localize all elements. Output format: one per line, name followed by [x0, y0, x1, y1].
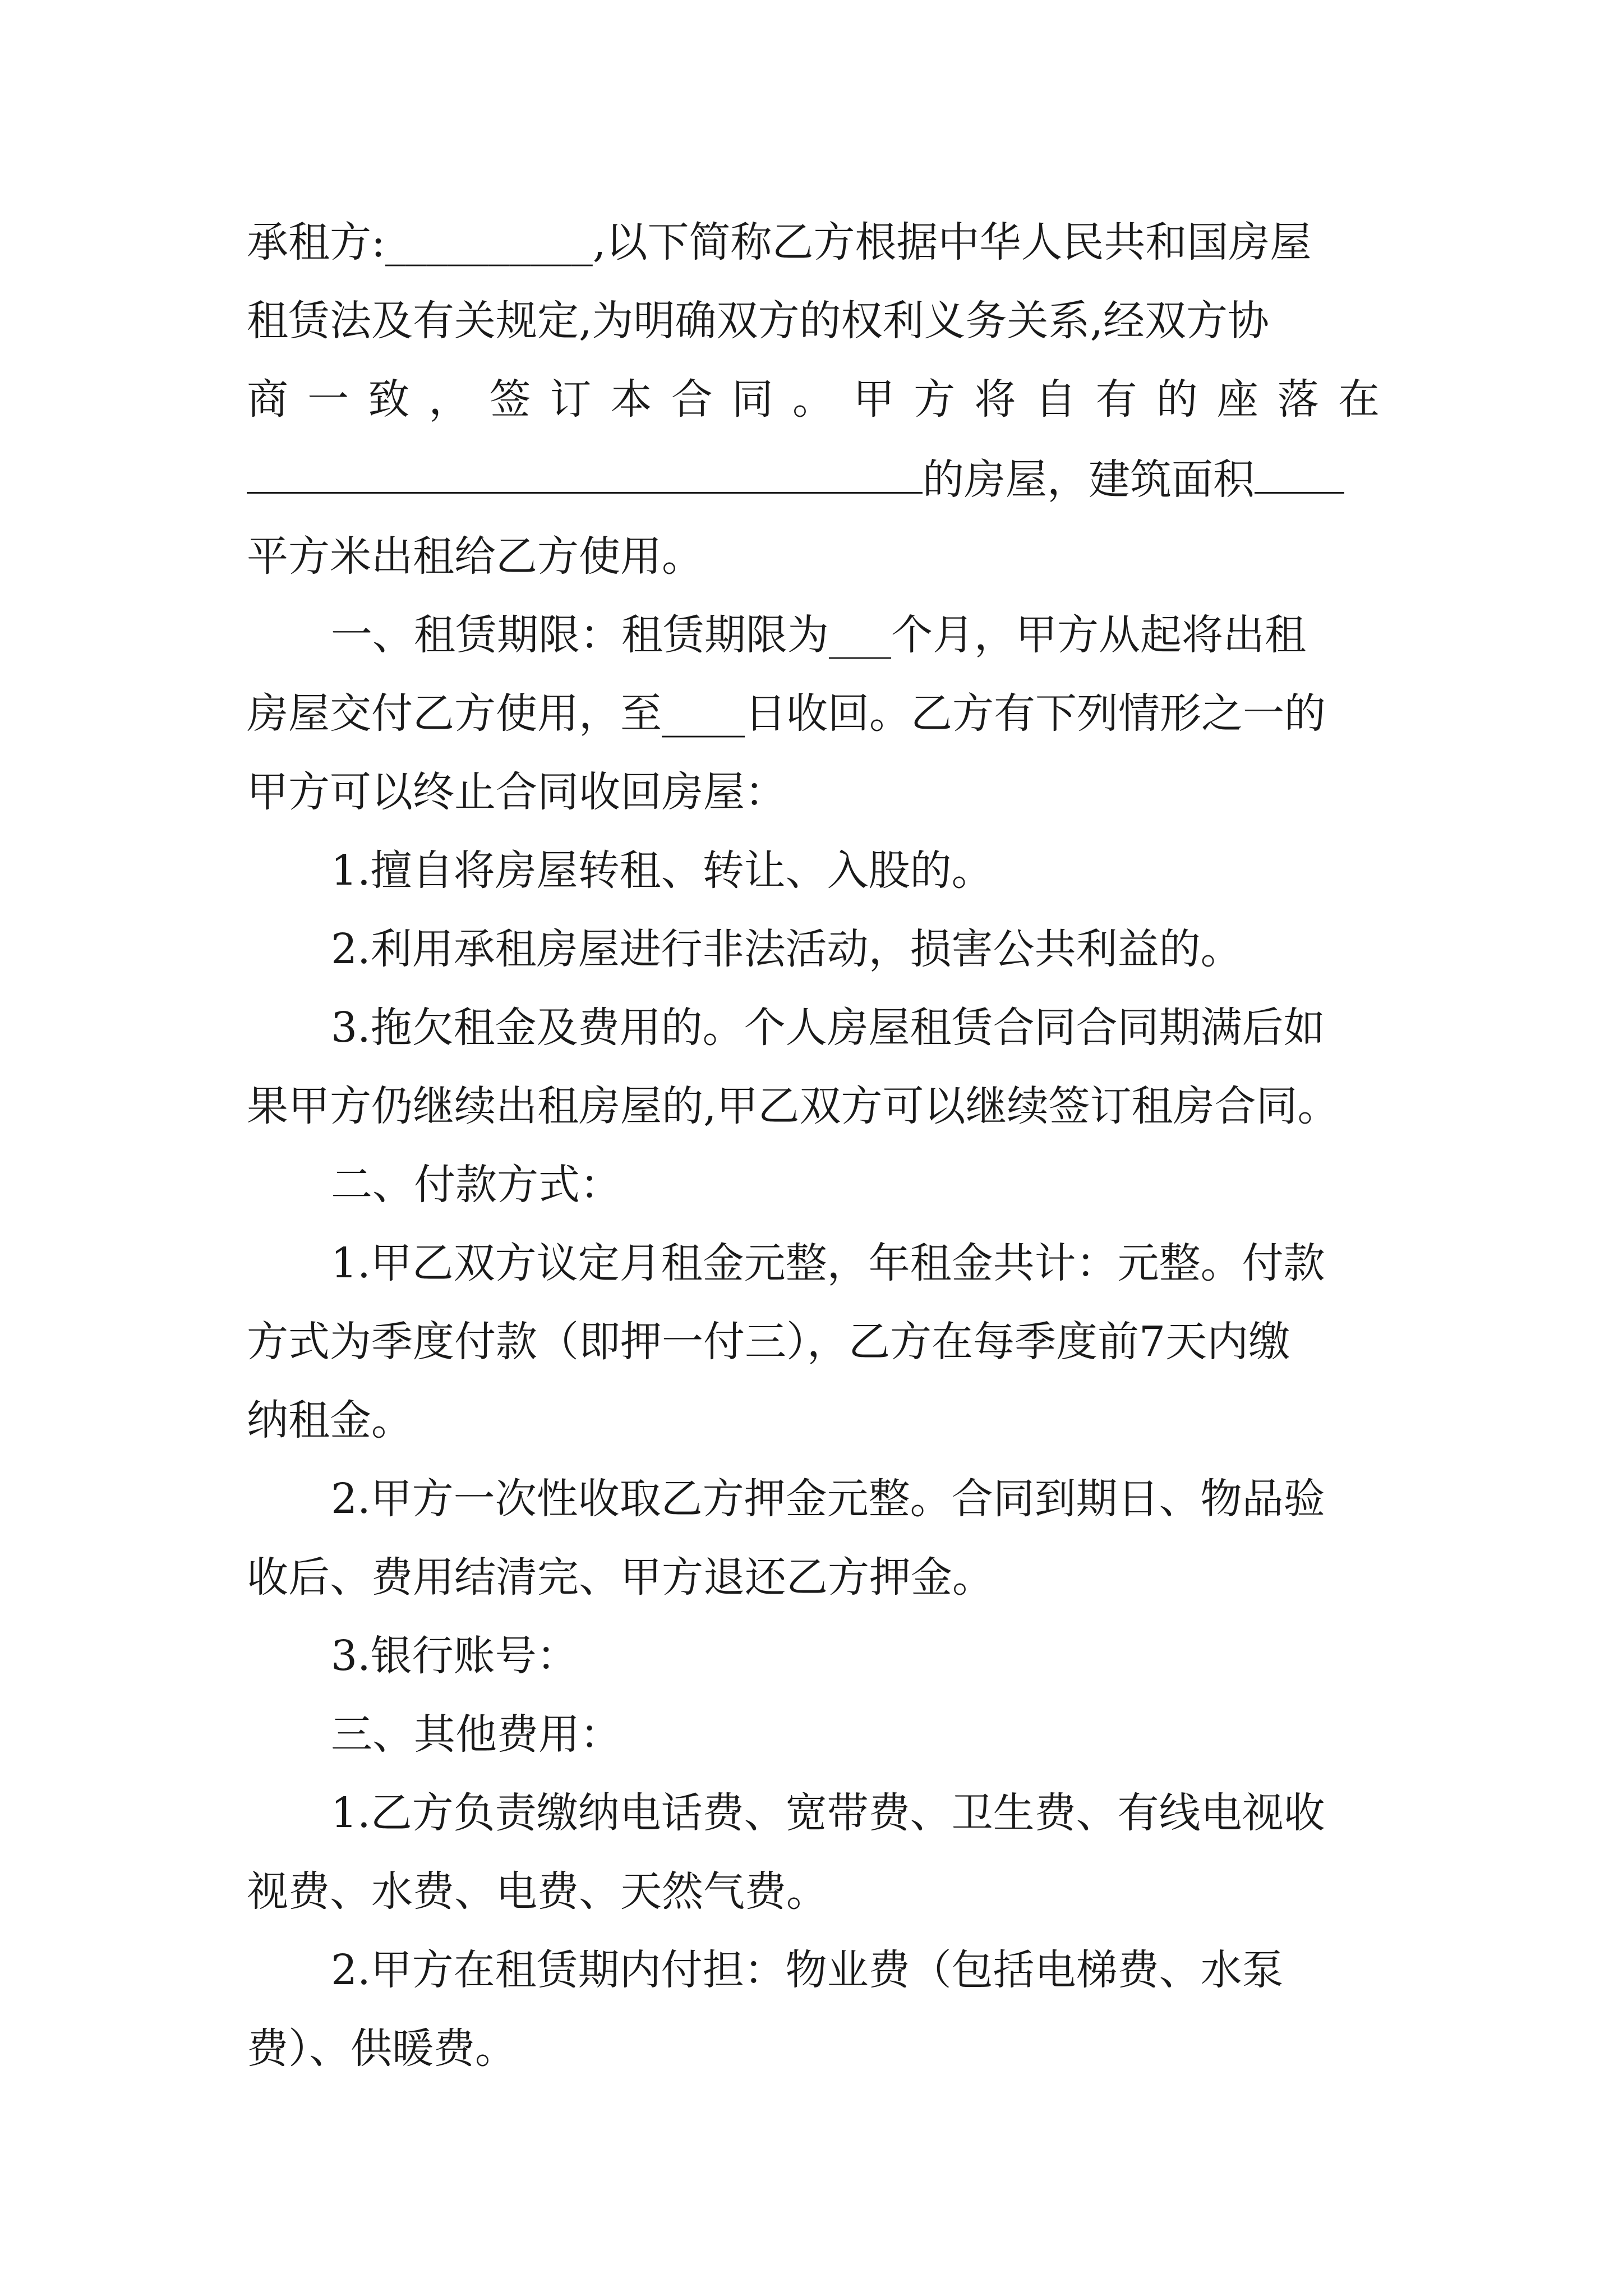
- text-line-5: 平方米出租给乙方使用。: [247, 532, 703, 581]
- clause-2-1: 1.甲乙双方议定月租金元整，年租金共计：元整。付款: [331, 1239, 1325, 1287]
- clause-3-1: 1.乙方负责缴纳电话费、宽带费、卫生费、有线电视收: [331, 1789, 1325, 1837]
- text-line-3: [247, 374, 1380, 425]
- text-line-3-char: 商: [247, 375, 288, 424]
- text-line-3-char: 将: [974, 375, 1016, 424]
- text-line-18: 收后、费用结清完、甲方退还乙方押金。: [247, 1553, 994, 1602]
- address-blank: [247, 453, 923, 494]
- text-line-3-char: 落: [1277, 375, 1319, 424]
- text-line-3-char: 甲: [853, 375, 895, 424]
- text-line-3-char: 。: [792, 375, 834, 424]
- clause-1-2: 2.利用承租房屋进行非法活动，损害公共利益的。: [331, 925, 1242, 973]
- clause-2-3: 3.银行账号：: [331, 1632, 578, 1680]
- text-line-3-char: 在: [1338, 375, 1380, 424]
- text-line-3-char: 自: [1035, 375, 1077, 424]
- text-line-7: 房屋交付乙方使用，至____日收回。乙方有下列情形之一的: [247, 689, 1326, 738]
- text-line-3-char: ，: [428, 375, 471, 424]
- text-line-3-char: 合: [671, 375, 713, 424]
- text-line-24: 费）、供暖费。: [247, 2024, 517, 2073]
- clause-1-3: 3.拖欠租金及费用的。个人房屋租赁合同合同期满后如: [331, 1004, 1325, 1052]
- text-line-15: 方式为季度付款（即押一付三），乙方在每季度前7天内缴: [247, 1318, 1290, 1366]
- text-line-8: 甲方可以终止合同收回房屋：: [247, 768, 786, 816]
- section-3-heading: 三、其他费用：: [331, 1710, 621, 1759]
- text-line-3-char: 有: [1095, 375, 1137, 424]
- text-line-3-char: 同: [731, 375, 773, 424]
- text-line-1: 承租方:__________,以下简称乙方根据中华人民共和国房屋: [247, 218, 1312, 266]
- text-line-12: 果甲方仍继续出租房屋的,甲乙双方可以继续签订租房合同。: [247, 1082, 1339, 1130]
- clause-1-1: 1.擅自将房屋转租、转让、入股的。: [331, 846, 993, 895]
- clause-2-2: 2.甲方一次性收取乙方押金元整。合同到期日、物品验: [331, 1475, 1325, 1523]
- text-line-2: 租赁法及有关规定,为明确双方的权利义务关系,经双方协: [247, 297, 1270, 345]
- text-line-3-char: 的: [1156, 375, 1198, 424]
- clause-3-2: 2.甲方在租赁期内付担：物业费（包括电梯费、水泵: [331, 1946, 1284, 1994]
- text-line-3-char: 签: [489, 375, 531, 424]
- text-line-3-char: 座: [1216, 375, 1258, 424]
- text-line-22: 视费、水费、电费、天然气费。: [247, 1867, 828, 1916]
- text-line-3-char: 一: [307, 375, 349, 424]
- text-line-3-char: 本: [610, 375, 652, 424]
- area-blank: [1255, 453, 1344, 494]
- section-1-heading: 一、租赁期限：租赁期限为___个月，甲方从起将出租: [331, 611, 1306, 659]
- text-line-3-char: 致: [368, 375, 410, 424]
- text-line-16: 纳租金。: [247, 1396, 413, 1444]
- text-line-3-char: 方: [914, 375, 956, 424]
- text-line-3-char: 订: [550, 375, 592, 424]
- text-line-4: [247, 453, 1380, 503]
- text-line-4-label: 的房屋，建筑面积: [923, 455, 1255, 504]
- section-2-heading: 二、付款方式：: [331, 1161, 621, 1209]
